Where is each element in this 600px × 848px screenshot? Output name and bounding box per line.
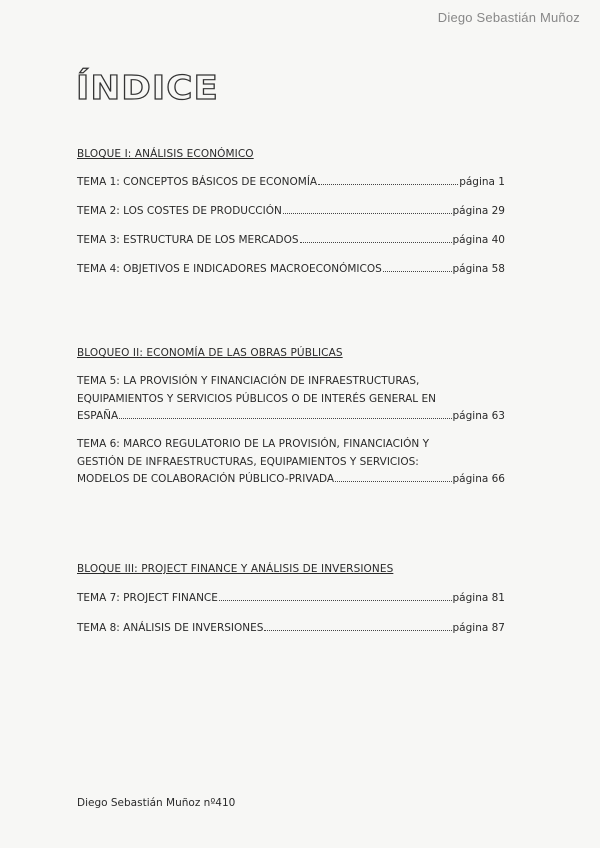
dot-leader — [300, 242, 452, 243]
header-author: Diego Sebastián Muñoz — [437, 10, 580, 25]
toc-entry-tema-5[interactable] — [77, 373, 505, 426]
toc-entry-page: página 40 — [452, 234, 505, 246]
toc-entry-line: TEMA 6: MARCO REGULATORIO DE LA PROVISIÓN, FINANCIACIÓN Y — [77, 438, 429, 450]
dot-leader — [219, 600, 452, 601]
toc-entry-text: TEMA 7: PROJECT FINANCE — [77, 592, 218, 604]
toc-entry-text: TEMA 2: LOS COSTES DE PRODUCCIÓN — [77, 205, 282, 217]
toc-entry-page: página 66 — [452, 473, 505, 485]
toc-entry-tema-8[interactable] — [77, 620, 505, 638]
toc-entry-text: TEMA 8: ANÁLISIS DE INVERSIONES — [77, 622, 264, 634]
dot-leader — [283, 213, 452, 214]
toc-entry-page: página 58 — [452, 263, 505, 275]
toc-entry-text: ESPAÑA — [77, 410, 119, 422]
block-3-title: BLOQUE III: PROJECT FINANCE Y ANÁLISIS DE INVERSIONES — [77, 563, 394, 575]
toc-entry-line: GESTIÓN DE INFRAESTRUCTURAS, EQUIPAMIENTOS Y SERVICIOS: — [77, 455, 419, 468]
page-title: ÍNDICE — [76, 68, 219, 107]
toc-entry-page: página 87 — [452, 622, 505, 634]
toc-entry-line: TEMA 5: LA PROVISIÓN Y FINANCIACIÓN DE INFRAESTRUCTURAS, — [77, 375, 420, 387]
block-1-title: BLOQUE I: ANÁLISIS ECONÓMICO — [77, 148, 254, 160]
dot-leader — [335, 481, 451, 482]
dot-leader — [383, 271, 452, 272]
toc-entry-tema-6[interactable] — [77, 436, 505, 489]
toc-entry-page: página 81 — [452, 592, 505, 604]
toc-entry-tema-2[interactable] — [77, 203, 505, 221]
dot-leader — [318, 184, 458, 185]
toc-entry-tema-3[interactable] — [77, 232, 505, 250]
toc-entry-page: página 29 — [452, 205, 505, 217]
toc-entry-page: página 1 — [459, 176, 505, 188]
toc-entry-line: EQUIPAMIENTOS Y SERVICIOS PÚBLICOS O DE INTERÉS GENERAL EN — [77, 392, 436, 405]
toc-entry-tema-4[interactable] — [77, 261, 505, 279]
toc-entry-tema-7[interactable] — [77, 590, 505, 608]
toc-entry-tema-1[interactable] — [77, 174, 505, 192]
footer-author: Diego Sebastián Muñoz nº410 — [77, 797, 236, 809]
toc-entry-text: TEMA 1: CONCEPTOS BÁSICOS DE ECONOMÍA — [77, 176, 318, 188]
toc-entry-text: MODELOS DE COLABORACIÓN PÚBLICO-PRIVADA — [77, 473, 335, 485]
toc-entry-page: página 63 — [452, 410, 505, 422]
dot-leader — [119, 418, 451, 419]
block-2-title: BLOQUEO II: ECONOMÍA DE LAS OBRAS PÚBLICAS — [77, 347, 343, 359]
dot-leader — [264, 630, 451, 631]
toc-entry-text: TEMA 4: OBJETIVOS E INDICADORES MACROECONÓMICOS — [77, 263, 382, 275]
toc-entry-text: TEMA 3: ESTRUCTURA DE LOS MERCADOS — [77, 234, 299, 246]
